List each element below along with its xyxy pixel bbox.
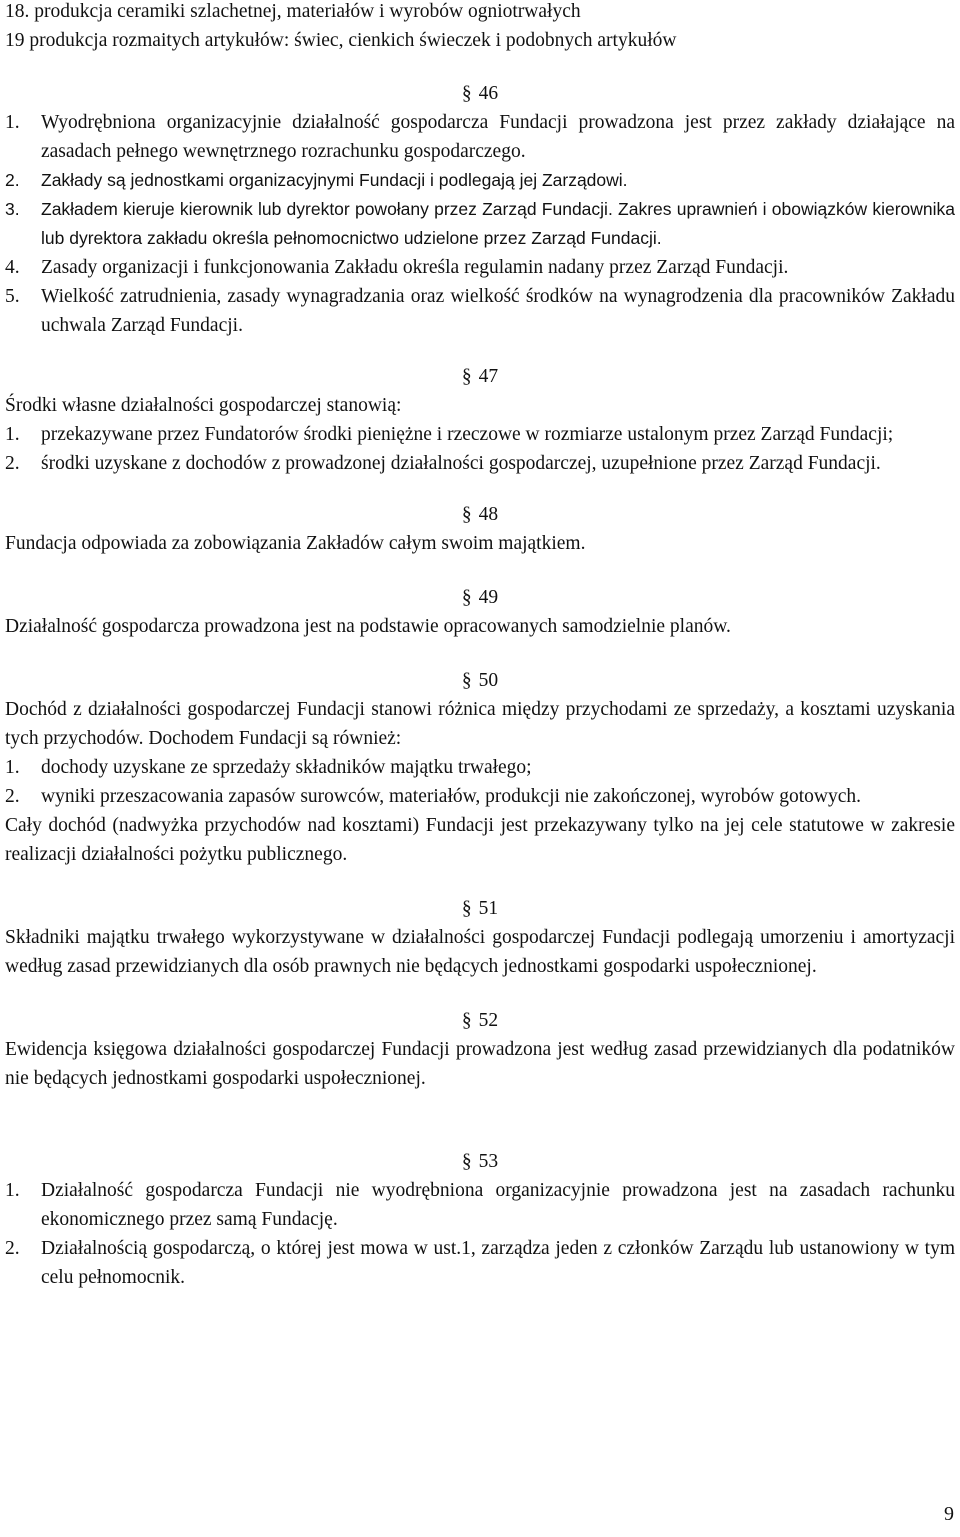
item-number: 2.: [5, 453, 20, 474]
item-text: przekazywane przez Fundatorów środki pieniężne i rzeczowe w rozmiarze ustalonym przez Zarząd Fundacji;: [41, 424, 894, 445]
document-page: [5, 0, 955, 1292]
section-mark: §: [461, 898, 472, 919]
section-heading-53: [5, 1147, 955, 1176]
item-number: 1.: [5, 424, 20, 445]
item-number: 2.: [5, 786, 20, 807]
list-item: [5, 166, 955, 195]
paragraph: Fundacja odpowiada za zobowiązania Zakładów całym swoim majątkiem.: [5, 533, 586, 554]
item-text: dochody uzyskane ze sprzedaży składników majątku trwałego;: [41, 757, 532, 778]
item-text: Zakładem kieruje kierownik lub dyrektor powołany przez Zarząd Fundacji. Zakres uprawnień i obowiązków kierownika lub dyrektora zakładu określa pełnomocnictwo udzielone przez Zarząd Fundacji.: [41, 199, 955, 248]
item-text: Wielkość zatrudnienia, zasady wynagradzania oraz wielkość środków na wynagrodzenia dla pracowników Zakładu uchwala Zarząd Fundacji.: [41, 286, 955, 336]
section-heading-48: [5, 500, 955, 529]
item-text: Zasady organizacji i funkcjonowania Zakładu określa regulamin nadany przez Zarząd Fundacji.: [41, 257, 789, 278]
list-item: [5, 782, 955, 811]
item-text: środki uzyskane z dochodów z prowadzonej działalności gospodarczej, uzupełnione przez Zarząd Fundacji.: [41, 453, 881, 474]
item-number: 1.: [5, 112, 20, 133]
section-heading-51: [5, 894, 955, 923]
section-number: 52: [478, 1010, 499, 1031]
item-text: Wyodrębniona organizacyjnie działalność gospodarcza Fundacji prowadzona jest przez zakłady działające na zasadach pełnego wewnętrznego rozrachunku gospodarczego.: [41, 112, 955, 162]
list-item: [5, 195, 955, 253]
section-heading-49: [5, 583, 955, 612]
list-item: [5, 253, 955, 282]
paragraph: Dochód z działalności gospodarczej Fundacji stanowi różnica między przychodami ze sprzedaży, a kosztami uzyskania tych przychodów. Dochodem Fundacji są również:: [5, 699, 955, 749]
section-mark: §: [461, 1151, 472, 1172]
list-item: [5, 1176, 955, 1234]
item-text: Działalnością gospodarczą, o której jest mowa w ust.1, zarządza jeden z członków Zarządu lub ustanowiony w tym celu pełnomocnik.: [41, 1238, 955, 1288]
section-mark: §: [461, 670, 472, 691]
section-number: 48: [478, 504, 499, 525]
intro-line-19: 19 produkcja rozmaitych artykułów: świec, cienkich świeczek i podobnych artykułów: [5, 30, 677, 51]
section-number: 49: [478, 587, 499, 608]
list-item: [5, 753, 955, 782]
section-number: 46: [478, 83, 499, 104]
list-item: [5, 1234, 955, 1292]
item-number: 4.: [5, 257, 20, 278]
section-number: 47: [478, 366, 499, 387]
item-text: Działalność gospodarcza Fundacji nie wyodrębniona organizacyjnie prowadzona jest na zasadach rachunku ekonomicznego przez samą Fundację.: [41, 1180, 955, 1230]
section-number: 51: [478, 898, 499, 919]
list-item: [5, 420, 955, 449]
item-number: 2.: [5, 170, 20, 190]
intro-line-18: 18. produkcja ceramiki szlachetnej, materiałów i wyrobów ogniotrwałych: [5, 1, 581, 22]
list-item: [5, 108, 955, 166]
item-number: 2.: [5, 1238, 20, 1259]
item-number: 5.: [5, 286, 20, 307]
section-mark: §: [461, 1010, 472, 1031]
paragraph: Działalność gospodarcza prowadzona jest na podstawie opracowanych samodzielnie planów.: [5, 616, 731, 637]
page-number: 9: [944, 1503, 954, 1525]
item-text: wyniki przeszacowania zapasów surowców, materiałów, produkcji nie zakończonej, wyrobów gotowych.: [41, 786, 861, 807]
item-number: 1.: [5, 1180, 20, 1201]
item-number: 3.: [5, 199, 20, 219]
section-mark: §: [461, 587, 472, 608]
paragraph: Składniki majątku trwałego wykorzystywane w działalności gospodarczej Fundacji podlegają umorzeniu i amortyzacji według zasad przewidzianych dla osób prawnych nie będących jednostkami gospodarki uspołecznionej.: [5, 927, 955, 977]
section-number: 53: [478, 1151, 499, 1172]
list-item: [5, 282, 955, 340]
section-mark: §: [461, 366, 472, 387]
paragraph: Środki własne działalności gospodarczej stanowią:: [5, 395, 402, 416]
paragraph: Cały dochód (nadwyżka przychodów nad kosztami) Fundacji jest przekazywany tylko na jej cele statutowe w zakresie realizacji działalności pożytku publicznego.: [5, 815, 955, 865]
item-text: Zakłady są jednostkami organizacyjnymi Fundacji i podlegają jej Zarządowi.: [41, 170, 628, 190]
section-heading-46: [5, 79, 955, 108]
section-heading-52: [5, 1006, 955, 1035]
section-number: 50: [478, 670, 499, 691]
section-heading-47: [5, 362, 955, 391]
section-mark: §: [461, 504, 472, 525]
paragraph: Ewidencja księgowa działalności gospodarczej Fundacji prowadzona jest według zasad przewidzianych dla podatników nie będących jednostkami gospodarki uspołecznionej.: [5, 1039, 955, 1089]
section-mark: §: [461, 83, 472, 104]
list-item: [5, 449, 955, 478]
section-heading-50: [5, 666, 955, 695]
item-number: 1.: [5, 757, 20, 778]
